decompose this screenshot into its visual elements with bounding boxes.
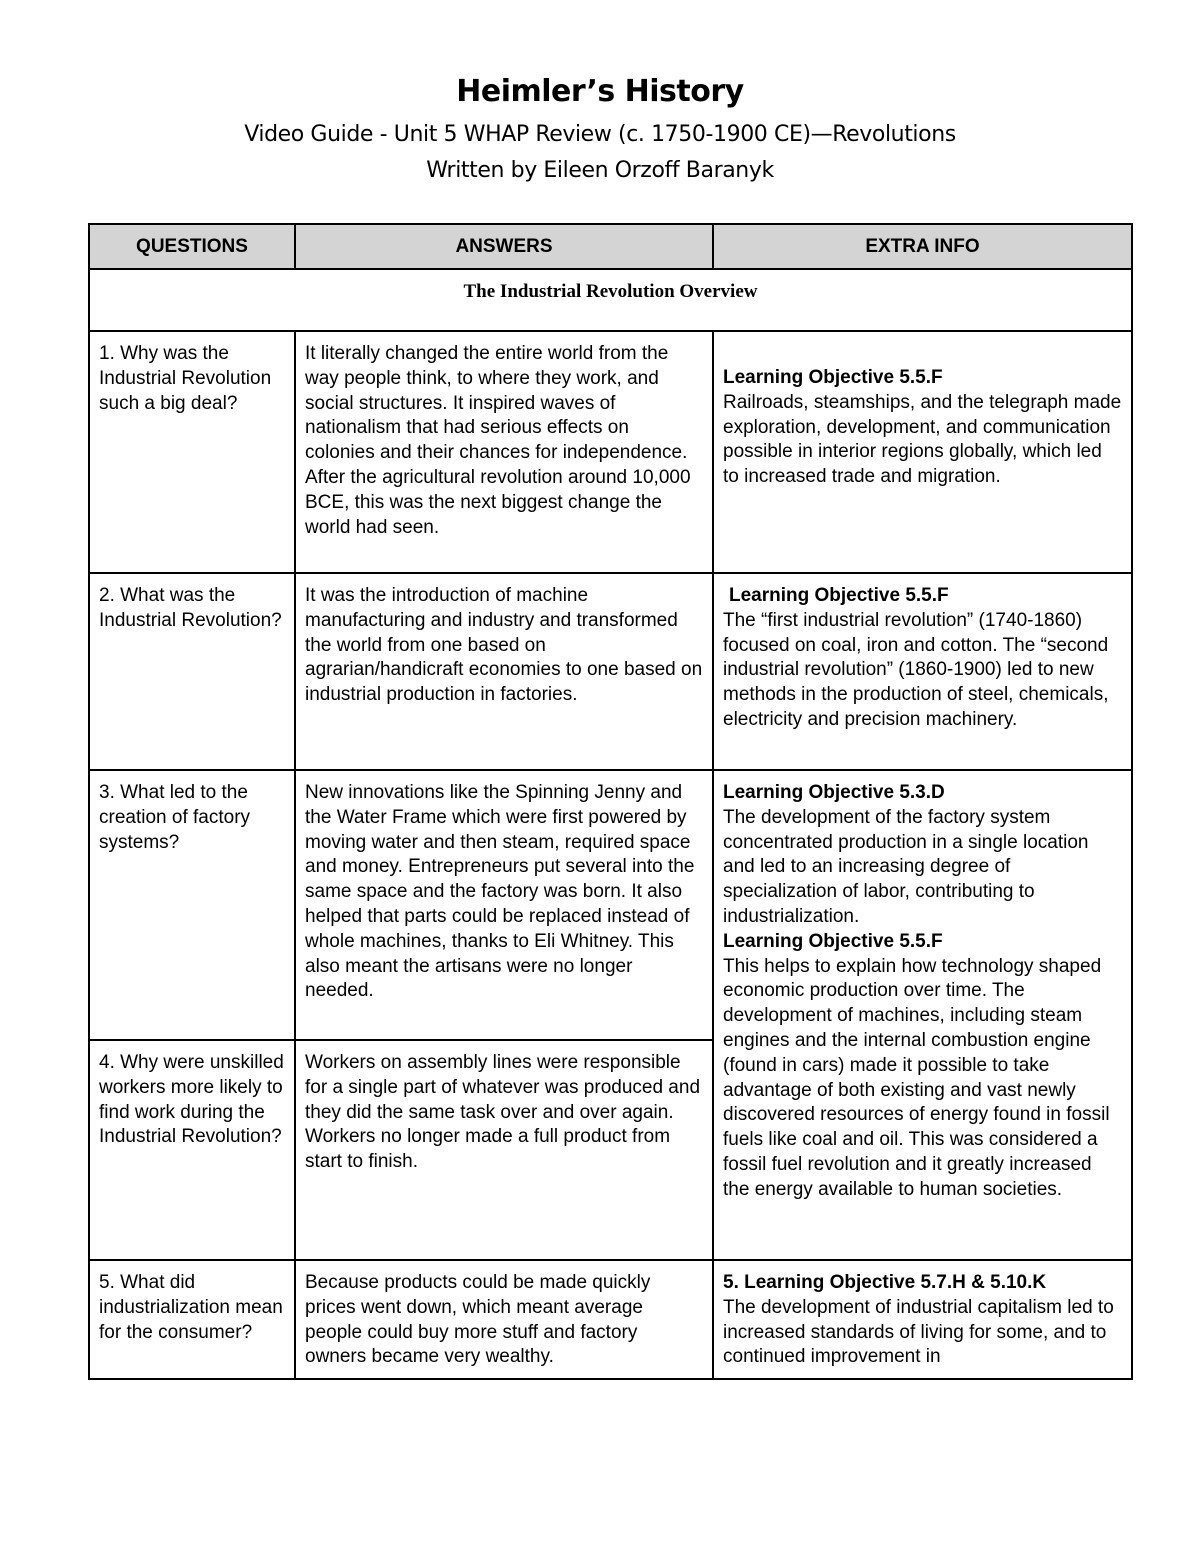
learning-objective: 5. Learning Objective 5.7.H & 5.10.K: [723, 1272, 1047, 1293]
extra-info-text: The development of industrial capitalism led to increased standards of living for some, and to continued improvement in: [723, 1296, 1114, 1368]
document-subtitle: Video Guide - Unit 5 WHAP Review (c. 1750-1900 CE)—Revolutions: [244, 122, 956, 147]
answer-cell: Because products could be made quickly prices went down, which meant average people could buy more stuff and factory owners became very wealthy.: [295, 1260, 713, 1379]
extra-info-text: This helps to explain how technology shaped economic production over time. The development of machines, including steam engines and the internal combustion engine (found in cars) made it possible to take advantage of both existing and vast newly discovered resources of energy found in fossil fuels like coal and oil. This was considered a fossil fuel revolution and it greatly increased the energy available to human societies.: [723, 955, 1110, 1200]
question-cell: 1. Why was the Industrial Revolution such a big deal?: [89, 331, 295, 573]
column-header-extra-info: EXTRA INFO: [713, 224, 1132, 269]
question-cell: 2. What was the Industrial Revolution?: [89, 573, 295, 770]
column-header-questions: QUESTIONS: [89, 224, 295, 269]
answer-cell: It literally changed the entire world from the way people think, to where they work, and social structures. It inspired waves of nationalism that had serious effects on colonies and their chances for independence. After the agricultural revolution around 10,000 BCE, this was the next biggest change the world had seen.: [295, 331, 713, 573]
answer-cell: Workers on assembly lines were responsible for a single part of whatever was produced and they did the same task over and over again. Workers no longer made a full product from start to finish.: [295, 1040, 713, 1260]
table-row: [89, 1260, 1132, 1379]
table-row: [89, 331, 1132, 573]
document-header: [0, 72, 1200, 186]
question-cell: 3. What led to the creation of factory systems?: [89, 770, 295, 1040]
section-title: The Industrial Revolution Overview: [89, 269, 1132, 331]
answer-cell: New innovations like the Spinning Jenny and the Water Frame which were first powered by moving water and then steam, required space and money. Entrepreneurs put several into the same space and the factory was born. It also helped that parts could be replaced instead of whole machines, thanks to Eli Whitney. This also meant the artisans were no longer needed.: [295, 770, 713, 1040]
extra-info-text: Railroads, steamships, and the telegraph made exploration, development, and communication possible in interior regions globally, which led to increased trade and migration.: [723, 391, 1122, 488]
video-guide-table: [88, 223, 1133, 1380]
extra-info-cell: [713, 1260, 1132, 1379]
extra-info-cell: [713, 331, 1132, 573]
table-row: [89, 770, 1132, 1040]
document-title: Heimler’s History: [456, 74, 744, 109]
table-header-row: [89, 224, 1132, 269]
extra-info-cell: [713, 573, 1132, 770]
section-row: [89, 269, 1132, 331]
extra-info-cell: [713, 770, 1132, 1260]
document-author: Written by Eileen Orzoff Baranyk: [426, 158, 774, 183]
learning-objective: Learning Objective 5.5.F: [723, 367, 943, 388]
extra-info-text: The development of the factory system concentrated production in a single location and led to an increasing degree of specialization of labor, contributing to industrialization.: [723, 806, 1089, 927]
learning-objective: Learning Objective 5.3.D: [723, 782, 945, 803]
answer-cell: It was the introduction of machine manufacturing and industry and transformed the world from one based on agrarian/handicraft economies to one based on industrial production in factories.: [295, 573, 713, 770]
question-cell: 4. Why were unskilled workers more likely to find work during the Industrial Revolution?: [89, 1040, 295, 1260]
learning-objective: Learning Objective 5.5.F: [729, 585, 949, 606]
question-cell: 5. What did industrialization mean for the consumer?: [89, 1260, 295, 1379]
extra-info-text: The “first industrial revolution” (1740-1860) focused on coal, iron and cotton. The “second industrial revolution” (1860-1900) led to new methods in the production of steel, chemicals, electricity and precision machinery.: [723, 609, 1109, 730]
learning-objective: Learning Objective 5.5.F: [723, 930, 943, 952]
column-header-answers: ANSWERS: [295, 224, 713, 269]
table-row: [89, 573, 1132, 770]
